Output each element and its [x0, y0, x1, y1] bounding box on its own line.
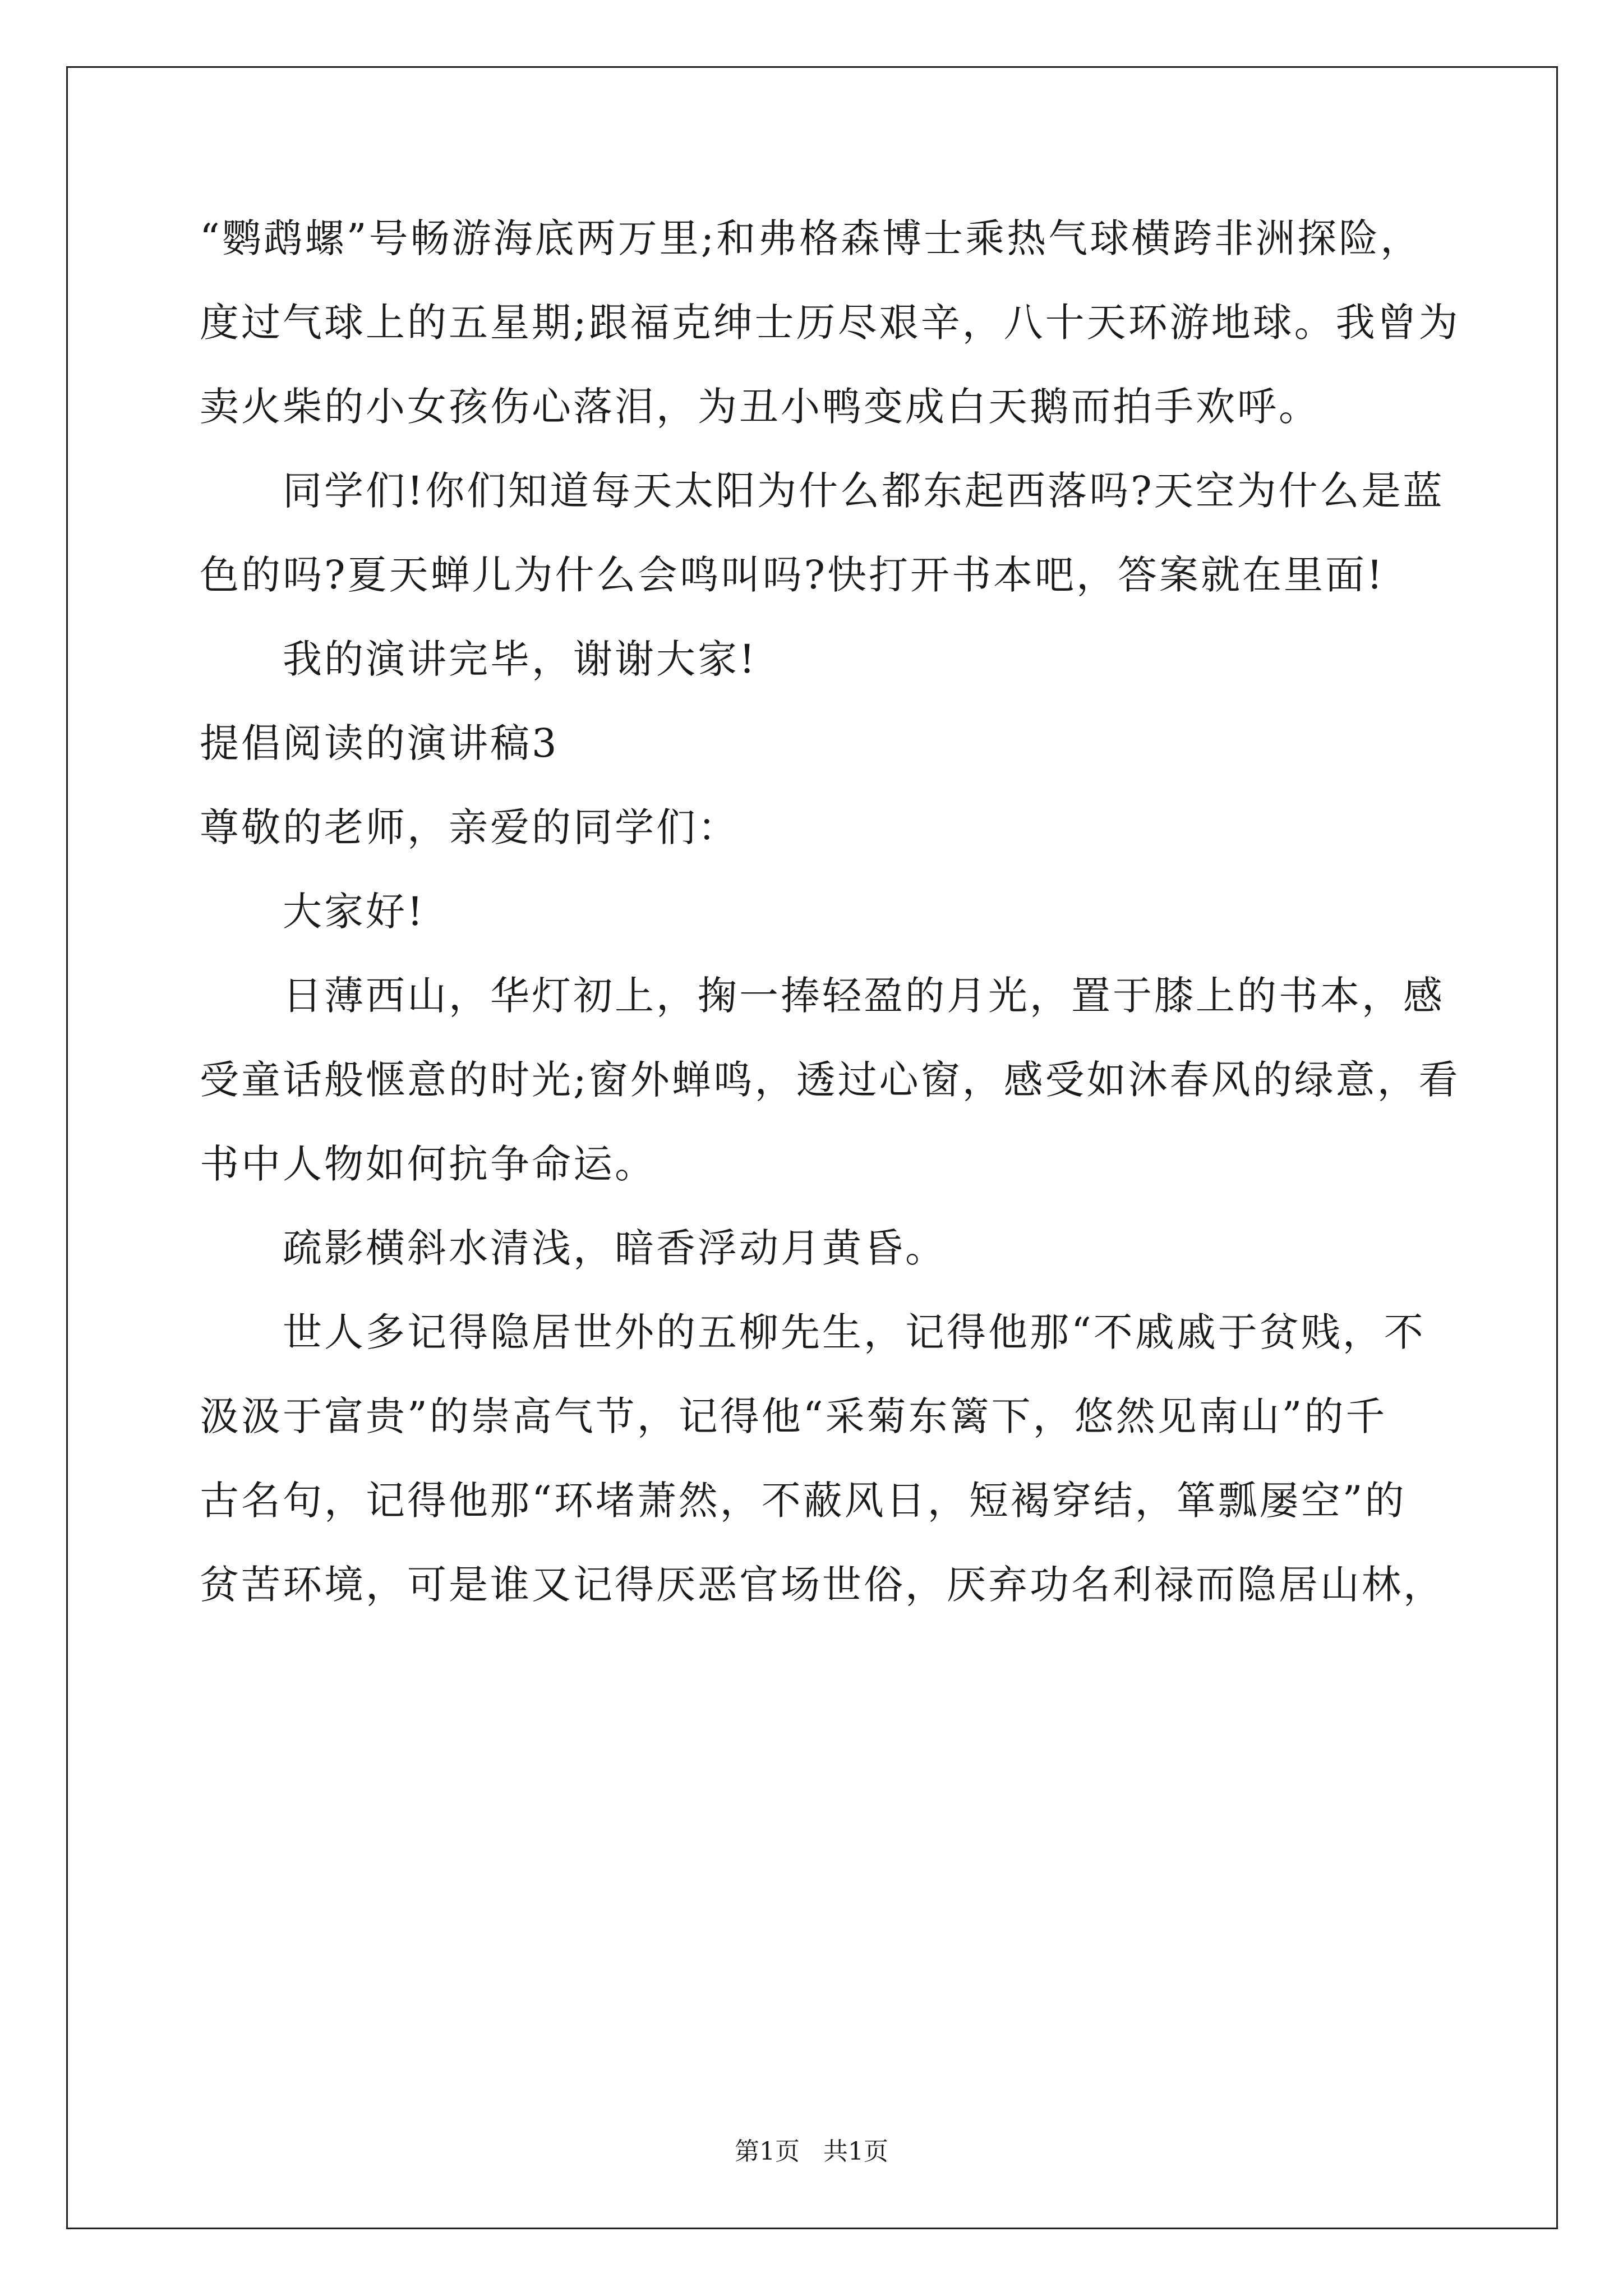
page-footer: 第1页 共1页 [735, 2137, 888, 2166]
text-line: 色的吗?夏天蝉儿为什么会鸣叫吗?快打开书本吧，答案就在里面! [200, 552, 1385, 598]
salutation: 尊敬的老师，亲爱的同学们： [200, 804, 739, 850]
paragraph-first-line: 我的演讲完毕，谢谢大家! [283, 636, 758, 682]
text-line: 卖火柴的小女孩伤心落泪，为丑小鸭变成白天鹅而拍手欢呼。 [200, 384, 1320, 430]
text-line: 受童话般惬意的时光;窗外蝉鸣，透过心窗，感受如沐春风的绿意，看 [200, 1057, 1460, 1103]
text-line: 古名句，记得他那“环堵萧然，不蔽风日，短褐穿结，箪瓢屡空”的 [200, 1478, 1407, 1524]
text-line: “鹦鹉螺”号畅游海底两万里;和弗格森博士乘热气球横跨非洲探险， [200, 215, 1422, 261]
greeting: 大家好! [283, 889, 426, 935]
text-line: 汲汲于富贵”的崇高气节，记得他“采菊东篱下，悠然见南山”的千 [200, 1393, 1387, 1439]
paragraph-first-line: 同学们!你们知道每天太阳为什么都东起西落吗?天空为什么是蓝 [283, 468, 1445, 514]
text-line: 贫苦环境，可是谁又记得厌恶官场世俗，厌弃功名利禄而隐居山林， [200, 1562, 1445, 1608]
text-line: 书中人物如何抗争命运。 [200, 1141, 656, 1187]
paragraph-first-line: 世人多记得隐居世外的五柳先生，记得他那“不戚戚于贫贱，不 [283, 1309, 1426, 1355]
text-line: 度过气球上的五星期;跟福克绅士历尽艰辛，八十天环游地球。我曾为 [200, 300, 1460, 346]
paragraph-first-line: 日薄西山，华灯初上，掬一捧轻盈的月光，置于膝上的书本，感 [283, 973, 1445, 1019]
section-title: 提倡阅读的演讲稿3 [200, 720, 559, 766]
document-body [200, 213, 1460, 1644]
paragraph-first-line: 疏影横斜水清浅，暗香浮动月黄昏。 [283, 1225, 947, 1271]
